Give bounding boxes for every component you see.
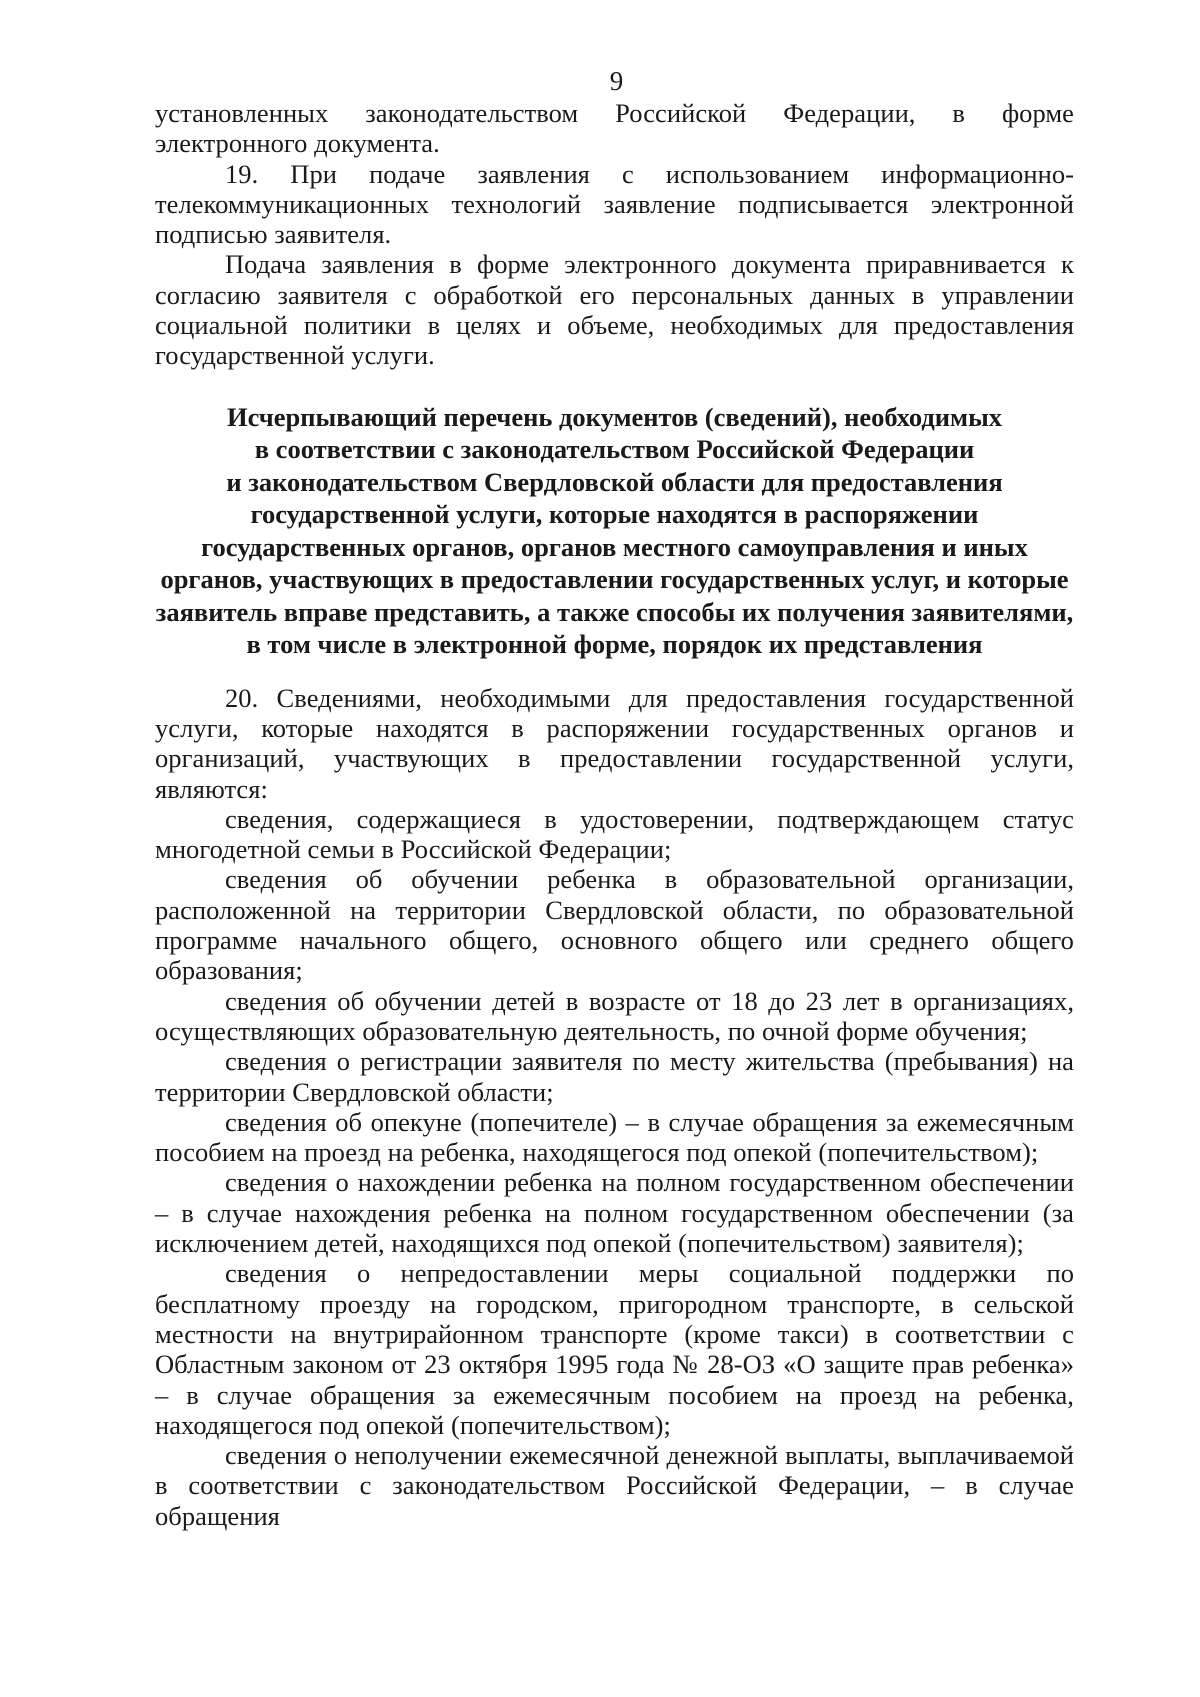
list-item: сведения о неполучении ежемесячной денежной выплаты, выплачиваемой в соответствии с законодательством Российской Федерации, – в случае обращения xyxy=(155,1440,1074,1531)
clause-paragraph: 20. Сведениями, необходимыми для предоставления государственной услуги, которые находятся в распоряжении государственных органов и организаций, участвующих в предоставлении государственной услуги, являются: xyxy=(155,682,1074,804)
heading-line: в соответствии с законодательством Российской Федерации xyxy=(254,434,975,465)
section-body xyxy=(155,683,1074,1531)
list-item: сведения об обучении ребенка в образовательной организации, расположенной на территории Свердловской области, по образовательной программе начального общего, основного общего или среднего общего образования; xyxy=(155,864,1074,986)
heading-line: заявитель вправе представить, а также способы их получения заявителями, xyxy=(155,596,1074,627)
list-item: сведения об опекуне (попечителе) – в случае обращения за ежемесячным пособием на проезд на ребенка, находящегося под опекой (попечительством); xyxy=(155,1106,1074,1168)
page-number: 9 xyxy=(609,66,624,96)
list-item: сведения о регистрации заявителя по месту жительства (пребывания) на территории Свердловской области; xyxy=(155,1046,1074,1107)
paragraph: установленных законодательством Российской Федерации, в форме электронного документа. xyxy=(155,98,1074,159)
list-item: сведения об обучении детей в возрасте от 18 до 23 лет в организациях, осуществляющих образовательную деятельность, по очной форме обучения; xyxy=(155,985,1074,1046)
list-item: сведения, содержащиеся в удостоверении, подтверждающем статус многодетной семьи в Российской Федерации; xyxy=(155,803,1074,865)
list-item: сведения о нахождении ребенка на полном государственном обеспечении – в случае нахождения ребенка на полном государственном обеспечении (за исключением детей, находящихся под опекой (попечительством) заявителя); xyxy=(155,1167,1074,1259)
heading-line: Исчерпывающий перечень документов (сведений), необходимых xyxy=(226,401,1003,432)
heading-line: и законодательством Свердловской области для предоставления xyxy=(226,466,1003,497)
paragraph: 19. При подаче заявления с использованием информационно-телекоммуникационных технологий заявление подписывается электронной подписью заявителя. xyxy=(155,158,1074,250)
heading-line: государственной услуги, которые находятся в распоряжении xyxy=(250,499,979,530)
heading-line: государственных органов, органов местного самоуправления и иных xyxy=(201,531,1028,562)
list-item: сведения о непредоставлении меры социальной поддержки по бесплатному проезду на городском, пригородном транспорте, в сельской местности на внутрирайонном транспорте (кроме такси) в соответствии с Областным законом от 23 октября 1995 года № 28-ОЗ «О защите прав ребенка» – в случае обращения за ежемесячным пособием на проезд на ребенка, находящегося под опекой (попечительством); xyxy=(155,1258,1074,1440)
heading-line: в том числе в электронной форме, порядок их представления xyxy=(246,629,983,660)
paragraph: Подача заявления в форме электронного документа приравнивается к согласию заявителя с обработкой его персональных данных в управлении социальной политики в целях и объеме, необходимых для предоставления государственной услуги. xyxy=(155,249,1074,371)
heading-line: органов, участвующих в предоставлении государственных услуг, и которые xyxy=(160,564,1069,595)
intro-block xyxy=(155,98,1074,371)
section-heading xyxy=(155,401,1074,661)
